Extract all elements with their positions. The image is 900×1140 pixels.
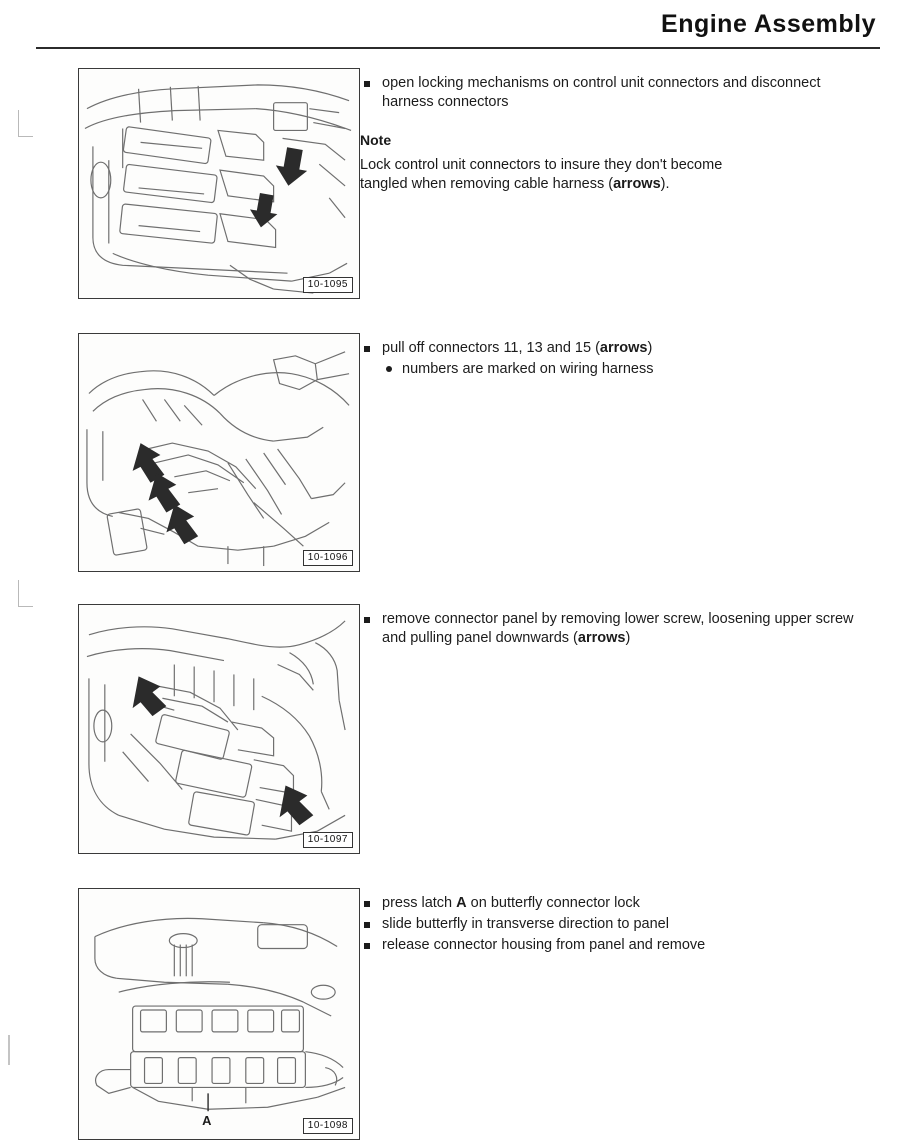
bullet-text-bold: A — [456, 895, 467, 911]
bullet-text: release connector housing from panel and remove — [382, 937, 706, 953]
figure-column-4 — [0, 888, 360, 1140]
bullet-text-bold: arrows — [577, 630, 626, 646]
figure-caption-4: 10-1098 — [303, 1118, 353, 1134]
figure-caption-3: 10-1097 — [303, 832, 353, 848]
section-1 — [0, 68, 900, 299]
note-heading: Note — [360, 132, 392, 148]
bullet-text-after: ) — [647, 340, 653, 356]
control-unit-connectors-illustration — [79, 69, 359, 298]
section-4 — [0, 888, 900, 1140]
section-3 — [0, 604, 900, 854]
list-item — [382, 360, 860, 379]
page-header — [36, 10, 880, 49]
bullet-list-3 — [360, 610, 860, 648]
bullet-text-before: press latch — [382, 895, 457, 911]
bullet-text-after: ) — [625, 630, 631, 646]
bullet-list-1 — [360, 74, 860, 112]
bullet-text-bold: arrows — [599, 340, 648, 356]
text-column-3 — [360, 604, 900, 650]
section-2 — [0, 333, 900, 572]
text-column-4 — [360, 888, 900, 957]
header-divider — [36, 47, 880, 49]
note-text-before: Lock control unit connectors to insure they don't become tangled when removing cable harness ( — [360, 157, 723, 192]
list-item — [360, 610, 860, 648]
connector-panel-illustration — [79, 605, 359, 853]
content-rows — [0, 68, 900, 1140]
list-item — [360, 339, 860, 379]
sub-bullet-list-2 — [382, 360, 860, 379]
note-text-after: ). — [660, 176, 670, 192]
list-item — [360, 74, 860, 112]
figure-4 — [78, 888, 360, 1140]
figure-3 — [78, 604, 360, 854]
butterfly-connector-lock-illustration — [79, 889, 359, 1139]
bullet-text: slide butterfly in transverse direction to panel — [382, 916, 669, 932]
figure-column-3 — [0, 604, 360, 854]
figure-caption-1: 10-1095 — [303, 277, 353, 293]
list-item — [360, 915, 860, 934]
text-column-1 — [360, 68, 900, 194]
text-column-2 — [360, 333, 900, 381]
figure-caption-2: 10-1096 — [303, 550, 353, 566]
figure-2 — [78, 333, 360, 572]
bullet-text-before: remove connector panel by removing lower screw, loosening upper screw and pulling panel downwards ( — [382, 611, 854, 646]
list-item — [360, 894, 860, 913]
list-item — [360, 936, 860, 955]
bullet-list-4 — [360, 894, 860, 955]
bullet-text-before: pull off connectors 11, 13 and 15 ( — [382, 340, 600, 356]
wiring-harness-connectors-illustration — [79, 334, 359, 571]
page-title: Engine Assembly — [661, 10, 876, 38]
note-text-bold: arrows — [613, 176, 661, 192]
note-body — [360, 156, 760, 194]
figure-1 — [78, 68, 360, 299]
bullet-text-after: on butterfly connector lock — [466, 895, 640, 911]
figure-column-1 — [0, 68, 360, 299]
bullet-text: open locking mechanisms on control unit connectors and disconnect harness connectors — [382, 75, 821, 110]
figure-column-2 — [0, 333, 360, 572]
sub-bullet-text: numbers are marked on wiring harness — [402, 361, 654, 377]
bullet-list-2 — [360, 339, 860, 379]
figure-4-label-a: A — [202, 1113, 212, 1129]
